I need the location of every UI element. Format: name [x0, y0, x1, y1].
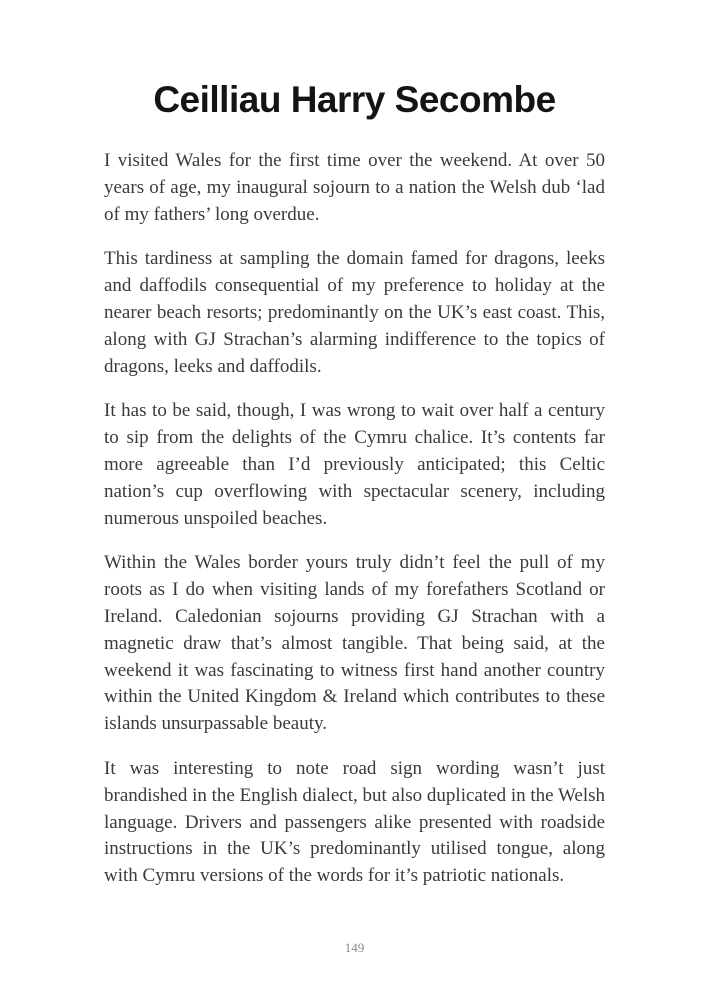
- paragraph: It has to be said, though, I was wrong to wait over half a century to sip from the delights of the Cymru chalice. It’s contents far more agreeable than I’d previously anticipated; this Celtic nation’s cup overflowing with spectacular scenery, including numerous unspoiled beaches.: [104, 400, 605, 529]
- paragraph: This tardiness at sampling the domain famed for dragons, leeks and daffodils consequential of my preference to holiday at the nearer beach resorts; predominantly on the UK’s east coast. This, along with GJ Strachan’s alarming indifference to the topics of dragons, leeks and daffodils.: [104, 248, 605, 377]
- paragraph: I visited Wales for the first time over the weekend. At over 50 years of age, my inaugural sojourn to a nation the Welsh dub ‘lad of my fathers’ long overdue.: [104, 150, 605, 225]
- page-number: 149: [344, 940, 365, 955]
- paragraph: Within the Wales border yours truly didn’t feel the pull of my roots as I do when visiting lands of my forefathers Scotland or Ireland. Caledonian sojourns providing GJ Strachan with a magnetic draw that’s almost tangible. That being said, at the weekend it was fascinating to witness first hand another country within the United Kingdom & Ireland which contributes to these islands unsurpassable beauty.: [104, 552, 605, 735]
- paragraph: It was interesting to note road sign wording wasn’t just brandished in the English dialect, but also duplicated in the Welsh language. Drivers and passengers alike presented with roadside instructions in the UK’s predominantly utilised tongue, along with Cymru versions of the words for it’s patriotic nationals.: [104, 757, 605, 887]
- page-title: Ceilliau Harry Secombe: [153, 79, 556, 120]
- page-body: [104, 148, 605, 890]
